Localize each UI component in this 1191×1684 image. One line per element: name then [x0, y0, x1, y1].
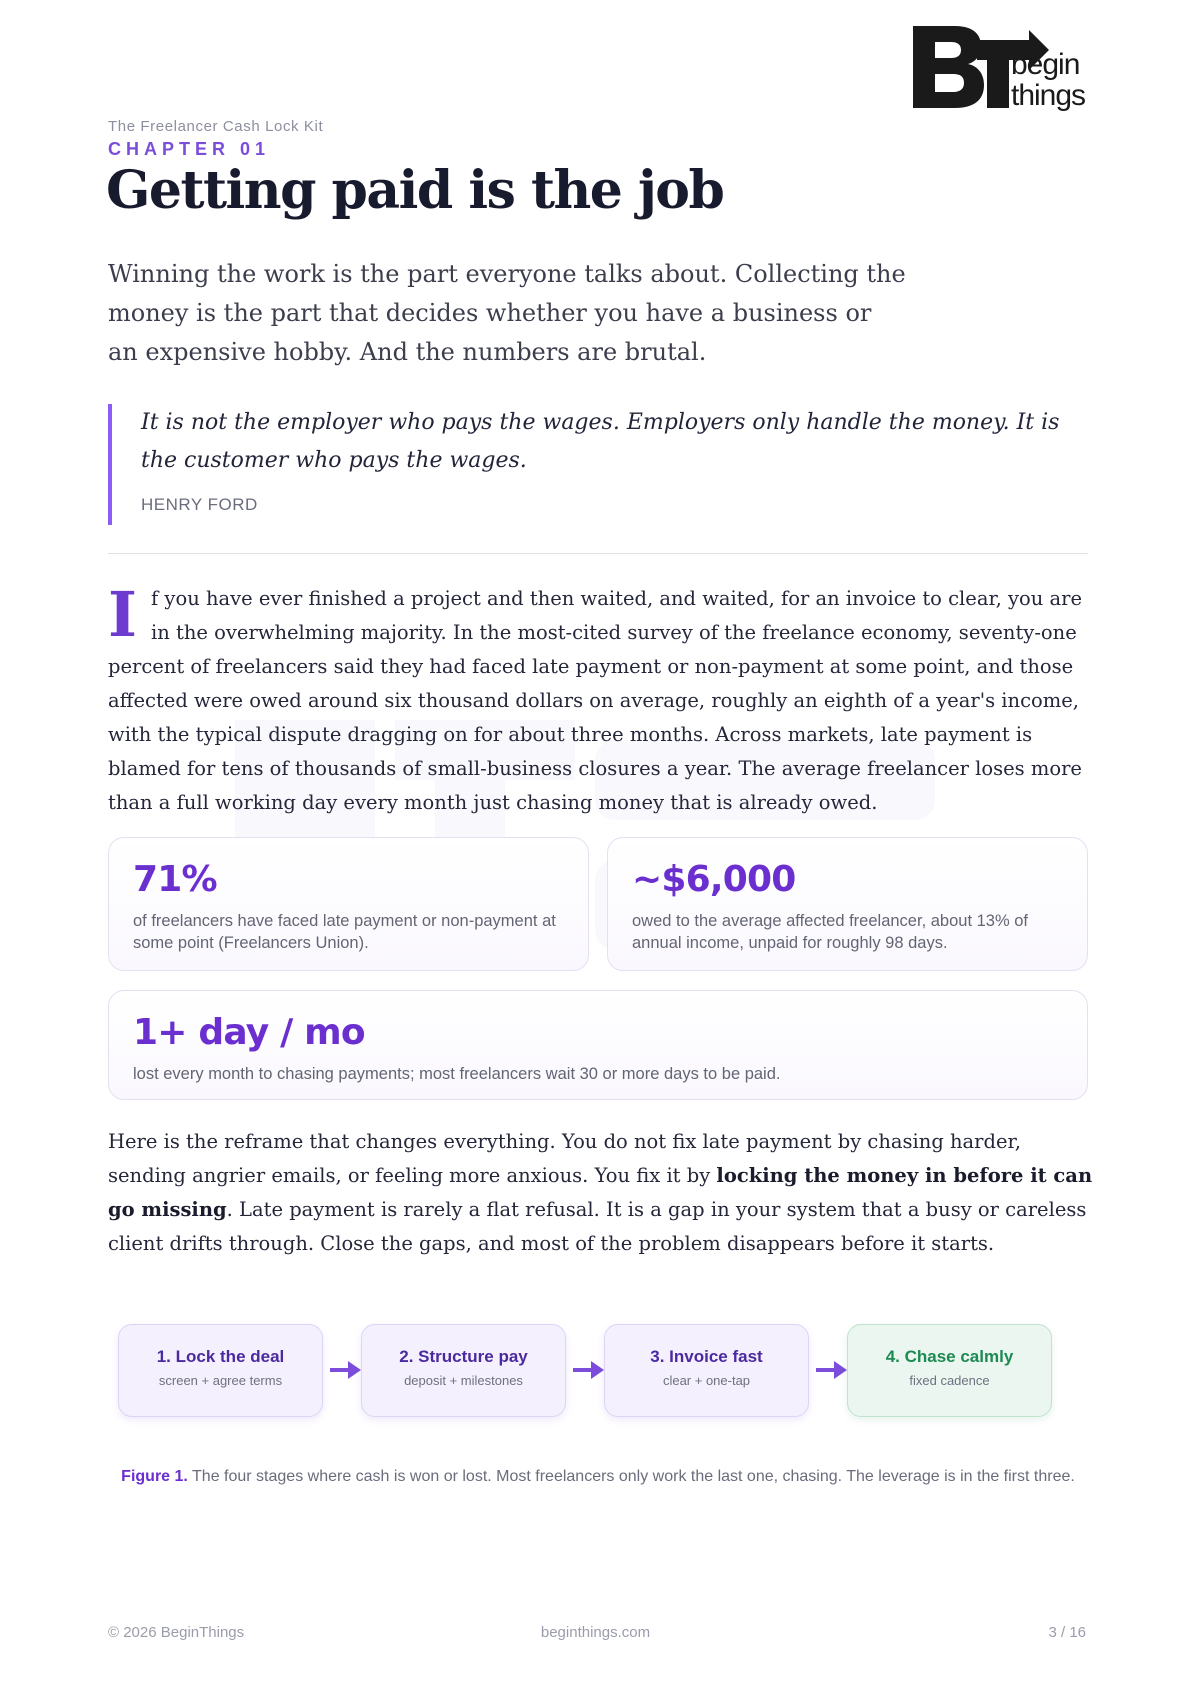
figure-label: Figure 1. — [121, 1468, 188, 1485]
stat-card-amount-owed — [607, 837, 1088, 971]
chapter-label: CHAPTER 01 — [108, 139, 271, 159]
section-divider — [108, 553, 1088, 554]
quote-text: It is not the employer who pays the wages. Employers only handle the money. It is the customer who pays the wages. — [141, 410, 1060, 473]
logo-word-things: things — [1011, 79, 1086, 112]
drop-cap: I — [108, 578, 138, 651]
process-step-chase-calmly — [847, 1324, 1052, 1417]
stat-value: 1+ day / mo — [133, 1012, 365, 1053]
arrow-right-icon — [816, 1358, 848, 1382]
logo-word-begin: begin — [1011, 48, 1080, 81]
step-subtitle: deposit + milestones — [404, 1373, 523, 1388]
stat-description: of freelancers have faced late payment or non-payment at some point (Freelancers Union). — [133, 912, 556, 952]
figure-caption-text: The four stages where cash is won or lost. Most freelancers only work the last one, chasing. The leverage is in the first three. — [187, 1468, 1075, 1485]
arrow-right-icon — [330, 1358, 362, 1382]
footer-copyright: © 2026 BeginThings — [108, 1624, 245, 1641]
step-subtitle: screen + agree terms — [158, 1373, 283, 1388]
footer-website: beginthings.com — [540, 1624, 651, 1641]
stat-description: lost every month to chasing payments; most freelancers wait 30 or more days to be paid. — [133, 1065, 781, 1083]
body-paragraph-2 — [108, 1125, 1093, 1261]
step-title: 1. Lock the deal — [156, 1347, 285, 1366]
stat-card-late-payment — [108, 837, 589, 971]
step-subtitle: fixed cadence — [909, 1373, 990, 1388]
body-paragraph-1 — [108, 578, 1093, 820]
body-paragraph-2-emphasis: locking the money in before it can go missing — [108, 1164, 1093, 1221]
stat-value: ~$6,000 — [632, 859, 796, 900]
quote-author: HENRY FORD — [141, 495, 258, 514]
figure-caption — [108, 1464, 1088, 1489]
page-title: Getting paid is the job — [106, 160, 724, 221]
arrow-right-icon — [573, 1358, 605, 1382]
step-subtitle: clear + one-tap — [662, 1373, 751, 1388]
lead-paragraph: Winning the work is the part everyone talks about. Collecting the money is the part that decides whether you have a business or an expensive hobby. And the numbers are brutal. — [108, 260, 906, 366]
stat-value: 71% — [133, 859, 217, 900]
kit-name: The Freelancer Cash Lock Kit — [108, 118, 324, 135]
process-step-lock-deal — [118, 1324, 323, 1417]
step-title: 2. Structure pay — [399, 1347, 528, 1366]
step-title: 3. Invoice fast — [650, 1347, 763, 1366]
stat-description: owed to the average affected freelancer, about 13% of annual income, unpaid for roughly 98 days. — [632, 912, 1028, 952]
body-paragraph-2-start: Here is the reframe that changes everything. You do not fix late payment by chasing harder, sending angrier emails, or feeling more anxious. You fix it by — [108, 1130, 1021, 1187]
body-paragraph-1-text: f you have ever finished a project and then waited, and waited, for an invoice to clear, you are in the overwhelming majority. In the most-cited survey of the freelance economy, seventy-one percent of freelancers said they had faced late payment or non-payment at some point, and those affected were owed around six thousand dollars on average, roughly an eighth of a year's income, with the typical dispute dragging on for about three months. Across markets, late payment is blamed for tens of thousands of small-business closures a year. The average freelancer loses more than a full working day every month just chasing money that is already owed. — [108, 587, 1083, 814]
brand-logo — [911, 14, 1091, 116]
body-paragraph-2-end: . Late payment is rarely a flat refusal. It is a gap in your system that a busy or careless client drifts through. Close the gaps, and most of the problem disappears before it starts. — [108, 1198, 1087, 1255]
pull-quote — [108, 404, 1088, 525]
process-step-invoice-fast — [604, 1324, 809, 1417]
step-title: 4. Chase calmly — [885, 1347, 1014, 1366]
footer-page-number: 3 / 16 — [1048, 1624, 1086, 1641]
process-step-structure-pay — [361, 1324, 566, 1417]
stat-card-time-lost — [108, 990, 1088, 1100]
